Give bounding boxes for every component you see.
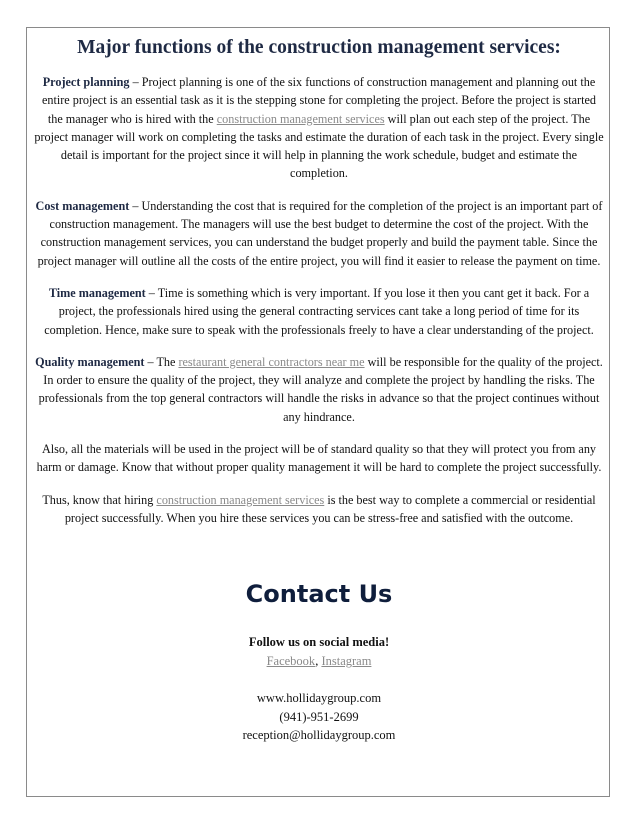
quality-management-term: Quality management xyxy=(35,354,145,369)
project-planning-term: Project planning xyxy=(42,75,130,89)
cost-management-text: – Understanding the cost that is required for the completion of the project is an important part of construction management. The managers will use the best budget to determine the cost of the project. With the construction management services, you can understand the budget properly and build the payment table. Since the project manager will outline all the costs of the entire project, you will find it easier to release the payment on time. xyxy=(37,198,603,268)
website-text: www.hollidaygroup.com xyxy=(256,691,382,706)
facebook-link[interactable]: Facebook xyxy=(266,654,316,669)
materials-paragraph: Also, all the materials will be used in the project will be of standard quality so that they will protect you from any harm or damage. Know that without proper quality management it will be hard to complete the project successfully. xyxy=(36,442,602,475)
cost-management-term: Cost management xyxy=(35,198,130,213)
social-separator: , xyxy=(315,654,322,669)
construction-services-link[interactable]: construction management services xyxy=(156,492,325,507)
project-planning-text: – Project planning is one of the six functions of construction management and planning out the entire project is an essential task as it is the stepping stone for completing the project. Before the project is started the manager who is hired with the xyxy=(41,75,597,126)
conclusion-paragraph xyxy=(34,491,604,528)
phone-text: (941)-951-2699 xyxy=(279,709,359,724)
conclusion-text: Thus, know that hiring xyxy=(42,492,157,507)
email-text: reception@hollidaygroup.com xyxy=(242,728,396,743)
cost-management-paragraph xyxy=(34,197,604,270)
follow-social-label: Follow us on social media! xyxy=(248,635,390,650)
restaurant-contractors-link[interactable]: restaurant general contractors near me xyxy=(178,354,365,369)
project-planning-text-end: will plan out each step of the project. The project manager will work on completing the tasks and estimate the duration of each task in the project. Every single detail is important for the project since it will help in planning the work schedule, budget and estimate the completion. xyxy=(34,111,604,181)
time-management-text: – Time is something which is very important. If you lose it then you cant get it back. For a project, the professionals hired using the general contracting services cant take a long period of time for its completion. Hence, make sure to speak with the professionals freely to have a clear understanding of the project. xyxy=(44,285,594,337)
project-planning-paragraph xyxy=(34,73,604,183)
time-management-term: Time management xyxy=(48,285,146,300)
document-body xyxy=(34,36,604,745)
contact-heading: Contact Us xyxy=(245,580,393,609)
social-links xyxy=(34,651,604,671)
instagram-link[interactable]: Instagram xyxy=(321,654,372,669)
quality-management-text-end: will be responsible for the quality of the project. In order to ensure the quality of the project, they will analyze and complete the project by handling the risks. The professionals from the top general contractors will handle the risks in advance so that the project continues without any hindrance. xyxy=(38,354,603,424)
time-management-paragraph xyxy=(34,284,604,339)
page-title: Major functions of the construction management services: xyxy=(77,37,561,58)
quality-management-text: – The xyxy=(144,354,179,369)
quality-management-paragraph xyxy=(34,353,604,426)
conclusion-text-end: is the best way to complete a commercial or residential project successfully. When you hire these services you can be stress-free and satisfied with the outcome. xyxy=(64,492,596,525)
construction-management-link[interactable]: construction management services xyxy=(216,111,385,126)
